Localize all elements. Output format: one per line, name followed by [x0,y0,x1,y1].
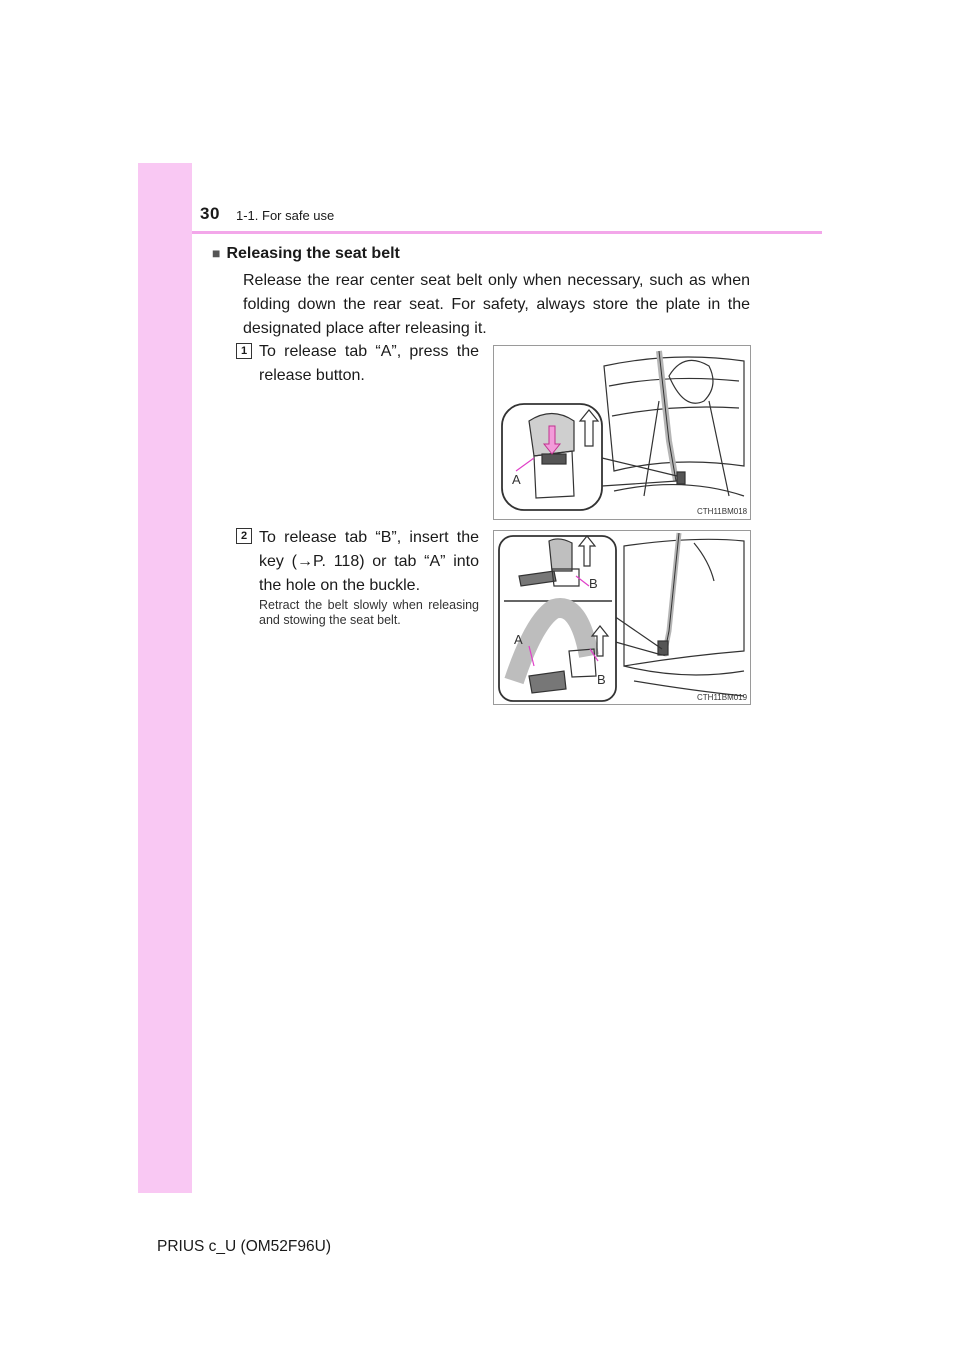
figure-release-tab-b [493,530,751,705]
step-2-text: To release tab “B”, insert the key (→P. 118) or tab “A” into the hole on the buckle. [259,529,479,594]
side-margin-band [138,163,192,1193]
step-2-note: Retract the belt slowly when releasing and stowing the seat belt. [259,598,479,627]
step-number-2: 2 [236,528,252,544]
intro-paragraph: Release the rear center seat belt only when necessary, such as when folding down the rear seat. For safety, always store the plate in the designated place after releasing it. [243,272,750,337]
figure-2-label-b-top: B [589,576,598,591]
step-number-1: 1 [236,343,252,359]
page-number: 30 [200,204,220,223]
chapter-title: 1-1. For safe use [236,208,335,223]
illustration-seat-belt-2 [494,531,750,704]
section-heading-text: Releasing the seat belt [226,245,400,262]
step-1-text: To release tab “A”, press the release button. [259,343,479,384]
illustration-seat-belt-1 [494,346,750,519]
header-rule [192,231,822,234]
section-heading [212,245,400,263]
figure-release-tab-a [493,345,751,520]
square-bullet-icon: ■ [212,245,221,261]
figure-2-code: CTH11BM019 [697,693,748,702]
figure-2-label-a: A [514,632,523,647]
figure-1-code: CTH11BM018 [697,507,748,516]
figure-2-label-b-bottom: B [597,672,606,687]
figure-1-label-a: A [512,472,521,487]
footer-model-code: PRIUS c_U (OM52F96U) [157,1238,331,1255]
